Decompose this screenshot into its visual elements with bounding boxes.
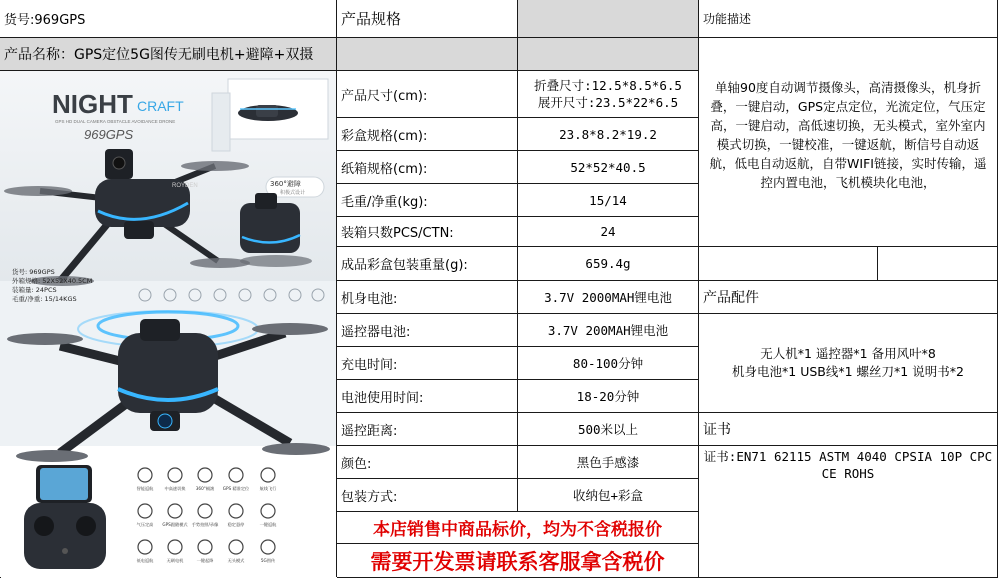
brand-sub: CRAFT	[137, 98, 184, 114]
blank-gray-cell	[518, 0, 699, 38]
notice-line-1: 本店销售中商品标价，均为不含税报价	[337, 512, 699, 544]
feature-label: 智能返航	[136, 486, 154, 491]
spec-value-12: 收纳包+彩盒	[518, 479, 699, 512]
feature-label: 无刷电机	[166, 558, 184, 563]
spec-value-2: 52*52*40.5	[518, 151, 699, 184]
accessories-title: 产品配件	[703, 290, 759, 306]
spec-value-4: 24	[518, 217, 699, 247]
feature-label: 无头模式	[227, 558, 245, 563]
certificate-title: 证书	[703, 422, 731, 438]
accessories-line-2: 机身电池*1 USB线*1 螺丝刀*1 说明书*2	[732, 364, 964, 379]
badge-sub: 积极式设计	[280, 190, 306, 196]
drone-label-top: ROYDEN	[172, 183, 198, 189]
accessories-line-1: 无人机*1 遥控器*1 备用风叶*8	[760, 346, 936, 361]
feature-label: 航线飞行	[259, 486, 277, 491]
spec-label-11: 颜色:	[337, 446, 518, 479]
specs-title-cell	[337, 0, 518, 38]
certificate-text: 证书:EN71 62115 ASTM 4040 CPSIA 10P CPC CE ROHS	[703, 449, 993, 481]
info-qty: 装箱量: 24PCS	[12, 286, 57, 294]
feature-label: 气压定高	[136, 522, 154, 527]
product-image	[0, 71, 337, 577]
feature-label: 5G图传	[260, 558, 276, 563]
spec-label-0: 产品尺寸(cm):	[337, 71, 518, 118]
accessories-title-cell	[699, 281, 998, 314]
box-tagline: GPS HD DUAL CAMERA OBSTACLE AVOIDANCE DRONE	[55, 119, 176, 124]
badge-main: 360°避障	[270, 180, 301, 188]
spec-value-0: 折叠尺寸:12.5*8.5*6.5 展开尺寸:23.5*22*6.5	[518, 71, 699, 118]
feature-label: 中高速切换	[164, 486, 186, 491]
gray-cell-b	[518, 38, 699, 71]
spec-label-9: 电池使用时间:	[337, 380, 518, 413]
item-number-cell	[0, 0, 337, 38]
product-name-cell	[0, 38, 337, 71]
function-description: 单轴90度自动调节摄像头，高清摄像头，机身折叠，一键启动，GPS定点定位，光流定位，气压定高，一键启动，高低速切换，无头模式，室外室内模式切换，一键校准，一键返航，断信号自动返航，低电自动返航，自带WIFI链接，实时传输，遥控内置电池，飞机模块化电池，	[699, 38, 998, 247]
feature-label: GPS 精准定位	[222, 486, 250, 491]
accessories-list	[699, 314, 998, 413]
spec-label-1: 彩盒规格(cm):	[337, 118, 518, 151]
spec-label-12: 包装方式:	[337, 479, 518, 512]
spec-value-9: 18-20分钟	[518, 380, 699, 413]
specs-title: 产品规格	[341, 10, 402, 28]
function-title-cell	[699, 0, 998, 38]
spec-value-3: 15/14	[518, 184, 699, 217]
function-title: 功能描述	[703, 12, 752, 26]
notice-line-2: 需要开发票请联系客服拿含税价	[337, 544, 699, 578]
feature-label: 手势拍照/录像	[191, 522, 219, 527]
info-weight: 毛重/净重: 15/14KGS	[12, 295, 77, 303]
product-name: 产品名称：GPS定位5G图传无刷电机+避障+双摄	[4, 47, 314, 63]
feature-label: 稳定悬停	[227, 522, 245, 527]
empty-cell-b	[878, 247, 998, 281]
info-box: 外箱规格: 52X52X40.5CM	[12, 277, 93, 285]
spec-value-6: 3.7V 2000MAH锂电池	[518, 281, 699, 314]
feature-label: 360°桶滚	[195, 486, 215, 491]
spec-label-10: 遥控距离:	[337, 413, 518, 446]
certificate-text-cell	[699, 446, 998, 578]
info-item: 货号: 969GPS	[12, 268, 55, 276]
product-illustration	[0, 71, 336, 577]
spec-label-2: 纸箱规格(cm):	[337, 151, 518, 184]
spec-label-8: 充电时间:	[337, 347, 518, 380]
spec-value-1: 23.8*8.2*19.2	[518, 118, 699, 151]
item-number: 货号:969GPS	[4, 13, 86, 28]
certificate-title-cell	[699, 413, 998, 446]
spec-value-7: 3.7V 200MAH锂电池	[518, 314, 699, 347]
spec-value-8: 80-100分钟	[518, 347, 699, 380]
spec-label-3: 毛重/净重(kg):	[337, 184, 518, 217]
model-name: 969GPS	[84, 127, 134, 142]
brand-main: NIGHT	[52, 89, 133, 119]
spec-label-5: 成品彩盒包装重量(g):	[337, 247, 518, 281]
spec-value-10: 500米以上	[518, 413, 699, 446]
spec-value-5: 659.4g	[518, 247, 699, 281]
feature-label: 低电返航	[136, 558, 154, 563]
feature-label: 一键起降	[196, 558, 214, 563]
gray-cell-a	[337, 38, 518, 71]
empty-cell-a	[699, 247, 878, 281]
spec-label-7: 遥控器电池:	[337, 314, 518, 347]
feature-label: 一键返航	[259, 522, 277, 527]
spec-label-6: 机身电池:	[337, 281, 518, 314]
spec-value-11: 黑色手感漆	[518, 446, 699, 479]
spec-label-4: 装箱只数PCS/CTN:	[337, 217, 518, 247]
feature-label: GPS跟随模式	[162, 522, 188, 527]
